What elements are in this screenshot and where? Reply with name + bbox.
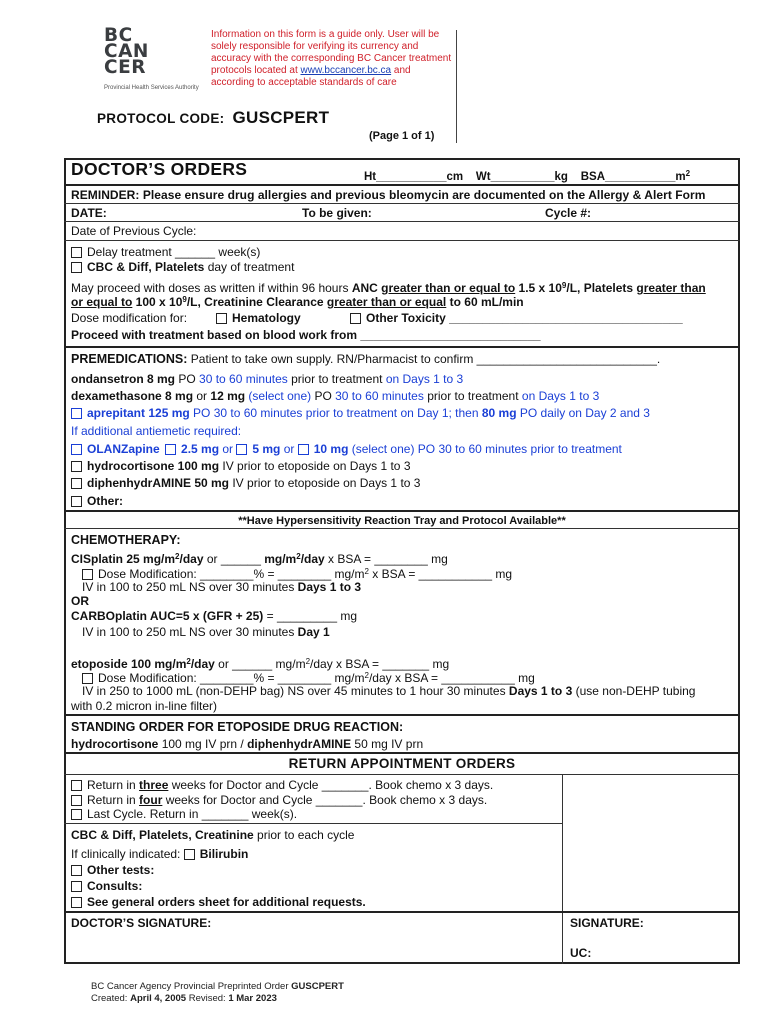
to-be-given-field[interactable]: To be given: — [302, 206, 372, 220]
drug-name: diphenhydrAMINE — [247, 737, 352, 751]
bsa-field[interactable]: $BSA\_\_\_\_\_\_\_\_\_\_\_m^2$ — [580, 169, 691, 183]
instruction: (select one) PO 30 to 60 minutes prior to treatment — [348, 442, 622, 456]
timing: 30 to 60 minutes — [199, 372, 288, 386]
delay-checkbox[interactable] — [71, 247, 82, 258]
other-tests-checkbox[interactable] — [71, 865, 82, 876]
measurements — [364, 167, 738, 184]
text: weeks for Doctor and Cycle _______. Book chemo x 3 days. — [168, 778, 494, 792]
divider — [64, 752, 740, 754]
drug-name: diphenhydrAMINE 50 mg — [87, 476, 230, 490]
consults-label: Consults: — [87, 879, 143, 893]
superscript: 2 — [175, 552, 180, 561]
cisplatin-iv — [82, 580, 738, 594]
previous-cycle-date[interactable]: Date of Previous Cycle: — [71, 224, 197, 238]
superscript: 2 — [305, 657, 311, 666]
olanzapine-10-checkbox[interactable] — [298, 444, 309, 455]
divider — [64, 203, 740, 204]
divider — [64, 240, 740, 241]
other-tests-row — [71, 863, 738, 877]
divider — [64, 528, 740, 529]
logo-line-1: BC — [104, 25, 133, 46]
footer-code: GUSCPERT — [291, 981, 344, 992]
dose-modification-row — [71, 311, 738, 325]
dose-mod-bsa-field[interactable]: /day x BSA = ___________ mg — [368, 671, 535, 685]
hydrocortisone-checkbox[interactable] — [71, 461, 82, 472]
drug-name: ondansetron 8 mg — [71, 372, 176, 386]
carboplatin-iv — [82, 625, 738, 639]
bsa-dose-field[interactable]: /day x BSA = _______ mg — [310, 657, 450, 671]
header-divider — [456, 30, 457, 143]
dose-mod-field[interactable]: Dose Modification: ________% = ________ mg/m — [98, 671, 365, 685]
other-toxicity-label: Other Toxicity ___________________________________ — [366, 311, 683, 325]
cbc-day-row — [71, 260, 738, 274]
footer-revised-date: 1 Mar 2023 — [228, 993, 277, 1004]
instruction: IV prior to etoposide on Days 1 to 3 — [229, 476, 421, 490]
hydrocortisone-row — [71, 459, 738, 473]
aprepitant-row — [71, 406, 738, 420]
logo-subtitle: Provincial Health Services Authority — [104, 85, 199, 91]
divider — [64, 823, 562, 824]
drug-name: CISplatin 25 mg/m — [71, 552, 176, 566]
cbc-label: CBC & Diff, Platelets — [87, 260, 205, 274]
cisplatin-dose-mod — [82, 565, 738, 581]
cbc-prior-row — [71, 828, 738, 842]
tests: CBC & Diff, Platelets, Creatinine — [71, 828, 254, 842]
page-number: (Page 1 of 1) — [369, 130, 435, 142]
drug-name: hydrocortisone 100 mg — [87, 459, 220, 473]
disclaimer-tail: and according to acceptable standards of care — [211, 65, 411, 88]
olanzapine-checkbox[interactable] — [71, 444, 82, 455]
superscript: 9 — [182, 295, 187, 304]
hematology-checkbox[interactable] — [216, 313, 227, 324]
divider — [64, 911, 740, 913]
height-field[interactable]: Ht___________cm — [364, 171, 464, 183]
other-toxicity-checkbox[interactable] — [350, 313, 361, 324]
dose-mod-field[interactable]: Dose Modification: ________% = ________ mg/m — [98, 567, 365, 581]
dose-field[interactable]: = _________ mg — [263, 609, 358, 623]
instruction: prior to treatment — [287, 372, 386, 386]
superscript: 2 — [364, 567, 369, 576]
delay-treatment-row — [71, 245, 738, 259]
uc-field[interactable]: UC: — [570, 946, 592, 960]
select-note: (select one) — [245, 389, 312, 403]
consults-checkbox[interactable] — [71, 881, 82, 892]
text: Last Cycle. Return in _______ week(s). — [87, 807, 298, 821]
bsa-dose-field[interactable]: x BSA = ________ mg — [324, 552, 448, 566]
dose: 10 mg — [313, 442, 349, 456]
etoposide-dose-mod — [82, 669, 738, 685]
drug-name: aprepitant 125 mg — [87, 406, 190, 420]
days: on Days 1 to 3 — [521, 389, 600, 403]
divider — [64, 774, 740, 775]
unit: /day — [300, 552, 325, 566]
delay-label: Delay treatment ______ week(s) — [87, 245, 261, 259]
dose-mod-label: Dose modification for: — [71, 311, 188, 325]
return-title: RETURN APPOINTMENT ORDERS — [288, 756, 516, 771]
divider — [64, 714, 740, 716]
cbc-day-checkbox[interactable] — [71, 262, 82, 273]
text: prior to each cycle — [253, 828, 355, 842]
text: If clinically indicated: — [71, 847, 184, 861]
bc-cancer-logo — [104, 25, 149, 78]
route: PO — [175, 372, 200, 386]
olanzapine-5-checkbox[interactable] — [236, 444, 247, 455]
route: PO — [311, 389, 336, 403]
standing-order-row — [71, 737, 738, 751]
instruction: IV in 100 to 250 mL NS over 30 minutes — [82, 625, 298, 639]
superscript: 2 — [186, 657, 191, 666]
hsr-notice: **Have Hypersensitivity Reaction Tray and Protocol Available** — [238, 515, 566, 527]
dose-field[interactable]: or ______ mg/m — [214, 657, 306, 671]
bccancer-link[interactable]: www.bccancer.bc.ca — [300, 65, 392, 76]
creatinine-label: /L, Creatinine Clearance — [186, 295, 327, 309]
last-cycle — [71, 807, 738, 821]
or-label: OR — [71, 594, 89, 608]
drug-name: dexamethasone 8 mg — [71, 389, 194, 403]
aprepitant-checkbox[interactable] — [71, 408, 82, 419]
text: weeks for Doctor and Cycle _______. Book chemo x 3 days. — [162, 793, 488, 807]
days: Day 1 — [297, 625, 330, 639]
general-orders-checkbox[interactable] — [71, 897, 82, 908]
footer — [91, 981, 344, 1005]
dose: 80 mg — [481, 406, 517, 420]
chemo-title: CHEMOTHERAPY: — [71, 533, 181, 547]
other-premed-checkbox[interactable] — [71, 496, 82, 507]
return-three-weeks — [71, 778, 738, 792]
creatinine-value: to 60 mL/min — [446, 295, 524, 309]
timing: 30 to 60 minutes — [335, 389, 424, 403]
gte-text: greater than or equal — [326, 295, 447, 309]
instruction: IV in 100 to 250 mL NS over 30 minutes — [82, 580, 298, 594]
instruction: 50 mg IV prn — [351, 737, 424, 751]
bilirubin-label: Bilirubin — [199, 847, 249, 861]
cisplatin-row — [71, 550, 738, 566]
premed-header — [71, 352, 738, 366]
olanzapine-row — [71, 442, 738, 456]
cbc-tail: day of treatment — [204, 260, 295, 274]
weeks: three — [139, 778, 169, 792]
other-tests-label: Other tests: — [87, 863, 155, 877]
drug-name: CARBOplatin AUC=5 x (GFR + 25) — [71, 609, 264, 623]
footer-revised-label: Revised: — [186, 993, 229, 1004]
date-field[interactable]: DATE: — [71, 206, 107, 220]
protocol-code-value: GUSCPERT — [232, 108, 330, 127]
dose-field[interactable]: or ______ — [203, 552, 265, 566]
ondansetron-row — [71, 372, 738, 386]
general-orders-row — [71, 895, 738, 909]
superscript: 2 — [296, 552, 301, 561]
dose: 2.5 mg — [181, 442, 220, 456]
unit: mg/m — [264, 552, 297, 566]
gte-text: or equal to — [71, 295, 133, 309]
protocol-code — [97, 108, 329, 128]
clinically-indicated-row — [71, 847, 738, 861]
return-three-checkbox[interactable] — [71, 780, 82, 791]
cisplatin-dose-mod-checkbox[interactable] — [82, 569, 93, 580]
conj: or — [219, 442, 237, 456]
weight-field[interactable]: Wt__________kg — [475, 171, 568, 183]
instruction: IV prior to etoposide on Days 1 to 3 — [219, 459, 411, 473]
other-premed-row — [71, 494, 738, 508]
days: on Days 1 to 3 — [385, 372, 464, 386]
dose-mod-bsa-field[interactable]: x BSA = ___________ mg — [368, 567, 513, 581]
logo-line-3: CER — [104, 57, 146, 78]
gt-text: greater than — [636, 281, 706, 295]
carboplatin-row — [71, 609, 738, 623]
additional-antiemetic: If additional antiemetic required: — [71, 424, 242, 438]
anc-label: ANC — [351, 281, 382, 295]
conj: or — [280, 442, 298, 456]
gte-text: greater than or equal to — [381, 281, 516, 295]
standing-order-title: STANDING ORDER FOR ETOPOSIDE DRUG REACTION: — [71, 720, 404, 734]
unit: /day — [179, 552, 204, 566]
footer-text: BC Cancer Agency Provincial Preprinted Order — [91, 981, 292, 992]
superscript: 9 — [561, 281, 567, 290]
consults-row — [71, 879, 738, 893]
premed-title: PREMEDICATIONS: — [71, 352, 188, 366]
instruction: IV in 250 to 1000 mL (non-DEHP bag) NS over 45 minutes to 1 hour 30 minutes — [82, 684, 509, 698]
dose: 12 mg — [210, 389, 246, 403]
etoposide-dose-mod-checkbox[interactable] — [82, 673, 93, 684]
anc-value: 1.5 x 10 — [515, 281, 562, 295]
disclaimer-text: Information on this form is a guide only. User will be solely responsible for verifying its currency and accuracy with the corresponding BC Cancer treatment protocols located at — [211, 29, 452, 76]
drug-name: etoposide 100 mg/m — [71, 657, 187, 671]
divider — [64, 221, 740, 222]
date-row — [71, 206, 738, 220]
divider — [64, 510, 740, 512]
conj: or — [193, 389, 211, 403]
diphenhydramine-checkbox[interactable] — [71, 478, 82, 489]
days: Days 1 to 3 — [508, 684, 573, 698]
instruction: 100 mg IV prn / — [158, 737, 248, 751]
etoposide-iv-2: with 0.2 micron in-line filter) — [71, 699, 218, 713]
etoposide-iv — [82, 684, 738, 698]
divider — [64, 346, 740, 348]
protocol-label: PROTOCOL CODE: — [97, 111, 225, 126]
form-title: DOCTOR’S ORDERS — [71, 159, 248, 179]
diphenhydramine-row — [71, 476, 738, 490]
superscript: 2 — [364, 671, 369, 680]
return-four-checkbox[interactable] — [71, 795, 82, 806]
other-label: Other: — [87, 494, 123, 508]
drug-name: hydrocortisone — [71, 737, 159, 751]
doctor-signature[interactable]: DOCTOR’S SIGNATURE: — [71, 916, 212, 930]
dose: 5 mg — [252, 442, 281, 456]
days: Days 1 to 3 — [297, 580, 362, 594]
last-cycle-checkbox[interactable] — [71, 809, 82, 820]
text: Return in — [87, 793, 140, 807]
instruction: (use non-DEHP tubing — [572, 684, 696, 698]
platelet-value: 100 x 10 — [132, 295, 183, 309]
weeks: four — [139, 793, 163, 807]
dexamethasone-row — [71, 389, 738, 403]
signature-field[interactable]: SIGNATURE: — [570, 916, 644, 930]
platelets-label: /L, Platelets — [566, 281, 637, 295]
divider — [64, 184, 740, 186]
premed-intro: Patient to take own supply. RN/Pharmacist to confirm ___________________________. — [187, 352, 661, 366]
proceed-line-2 — [71, 293, 738, 309]
drug-name: OLANZapine — [87, 442, 160, 456]
reminder: REMINDER: Please ensure drug allergies and previous bleomycin are documented on the Allergy & Alert Form — [71, 188, 706, 202]
logo-line-2: CAN — [104, 41, 149, 62]
footer-created-date: April 4, 2005 — [130, 993, 187, 1004]
cycle-field[interactable]: Cycle #: — [545, 206, 592, 220]
bilirubin-checkbox[interactable] — [184, 849, 195, 860]
text: Return in — [87, 778, 140, 792]
hematology-label: Hematology — [232, 311, 301, 325]
disclaimer — [211, 29, 456, 89]
instruction: PO 30 to 60 minutes prior to treatment on Day 1; then — [189, 406, 482, 420]
proceed-text: May proceed with doses as written if within 96 hours — [71, 281, 352, 295]
return-four-weeks — [71, 793, 738, 807]
general-orders-label: See general orders sheet for additional requests. — [87, 895, 366, 909]
instruction: PO daily on Day 2 and 3 — [516, 406, 650, 420]
instruction: prior to treatment — [423, 389, 522, 403]
olanzapine-2-5-checkbox[interactable] — [165, 444, 176, 455]
footer-created-label: Created: — [91, 993, 131, 1004]
unit: /day — [190, 657, 215, 671]
proceed-bloodwork[interactable]: Proceed with treatment based on blood work from ___________________________ — [71, 328, 541, 342]
